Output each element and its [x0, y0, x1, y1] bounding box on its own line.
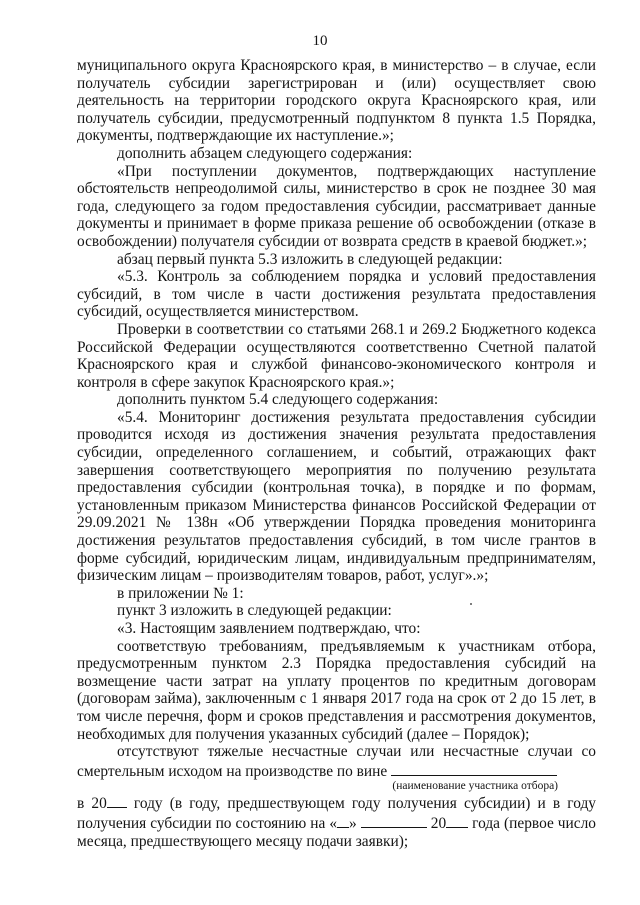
paragraph: пункт 3 изложить в следующей редакции: — [117, 602, 392, 620]
year-blank — [107, 793, 127, 808]
form-text: года (первое число месяца, предшествующего месяцу подачи заявки); — [77, 814, 596, 850]
paragraph: «5.4. Мониторинг достижения результата предоставления субсидии проводится исходя из достижения значения результата предоставления субсидии, определенного соглашением, и событий, отражающих факт завершения соответствующего мероприятия по получению результата предоставления субсидии (контрольная точка), в порядке и по формам, установленным приказом Министерства финансов Российской Федерации от 29.09.2021 № 138н «Об утверждении Порядка проведения мониторинга достижения результатов предоставления субсидий, в том числе грантов в форме субсидий, юридическим лицам, индивидуальным предпринимателям, физическим лицам – производителям товаров, работ, услуг».»; — [77, 408, 596, 585]
month-blank — [361, 813, 427, 828]
paragraph: дополнить абзацем следующего содержания: — [117, 144, 413, 162]
year-blank — [446, 813, 468, 828]
blank-caption: (наименование участника отбора) — [392, 780, 558, 793]
paragraph: дополнить пунктом 5.4 следующего содержания: — [117, 391, 439, 409]
page-number: 10 — [312, 33, 328, 49]
paragraph: «При поступлении документов, подтверждающих наступление обстоятельств непреодолимой силы, министерство в срок не позднее 30 мая года, следующего за годом предоставления субсидии, рассматривает данные документы и принимает в форме приказа решение об освобождении (отказе в освобождении) получателя субсидии от возврата средств в краевой бюджет.»; — [77, 162, 596, 250]
form-text: в 20 — [77, 795, 107, 813]
paragraph: в приложении № 1: — [117, 584, 244, 602]
form-text: » — [349, 814, 361, 832]
paragraph-text: отсутствуют тяжелые несчастные случаи или несчастные случаи со смертельным исходом на производстве по вине — [77, 743, 596, 780]
scan-speck — [470, 603, 472, 605]
paragraph: Проверки в соответствии со статьями 268.1 и 269.2 Бюджетного кодекса Российской Федерации осуществляются соответственно Счетной палатой Красноярского края и службой финансово-экономического контроля и контроля в сфере закупок Красноярского края.»; — [77, 320, 596, 391]
document-body — [77, 57, 596, 850]
day-blank — [337, 813, 349, 828]
paragraph-with-blank — [77, 743, 596, 780]
paragraph: соответствую требованиям, предъявляемым к участникам отбора, предусмотренным пунктом 2.3 Порядка предоставления субсидий на возмещение части затрат на уплату процентов по кредитным договорам (договорам займа), заключенным с 1 января 2017 года на срок от 2 до 15 лет, в том числе перечня, форм и сроков представления и рассмотрения документов, необходимых для получения указанных субсидий (далее – Порядок); — [77, 637, 596, 743]
form-text: 20 — [426, 814, 447, 832]
paragraph: абзац первый пункта 5.3 изложить в следующей редакции: — [117, 250, 503, 268]
paragraph: «5.3. Контроль за соблюдением порядка и условий предоставления субсидий, в том числе в части достижения результата предоставления субсидий, осуществляется министерством. — [77, 268, 596, 321]
paragraph: «3. Настоящим заявлением подтверждаю, что: — [117, 620, 421, 637]
form-text: году (в году, предшествующем году получения субсидии) и в году получения субсидии по состоянию на « — [77, 795, 596, 832]
paragraph: муниципального округа Красноярского края, в министерство – в случае, если получатель субсидии зарегистрирован и (или) осуществляет свою деятельность на территории городского округа Красноярского края, или получатель субсидии, предусмотренный подпунктом 8 пункта 1.5 Порядка, документы, подтверждающие их наступление.»; — [77, 57, 596, 145]
participant-name-blank — [391, 761, 557, 776]
form-line — [77, 793, 596, 850]
